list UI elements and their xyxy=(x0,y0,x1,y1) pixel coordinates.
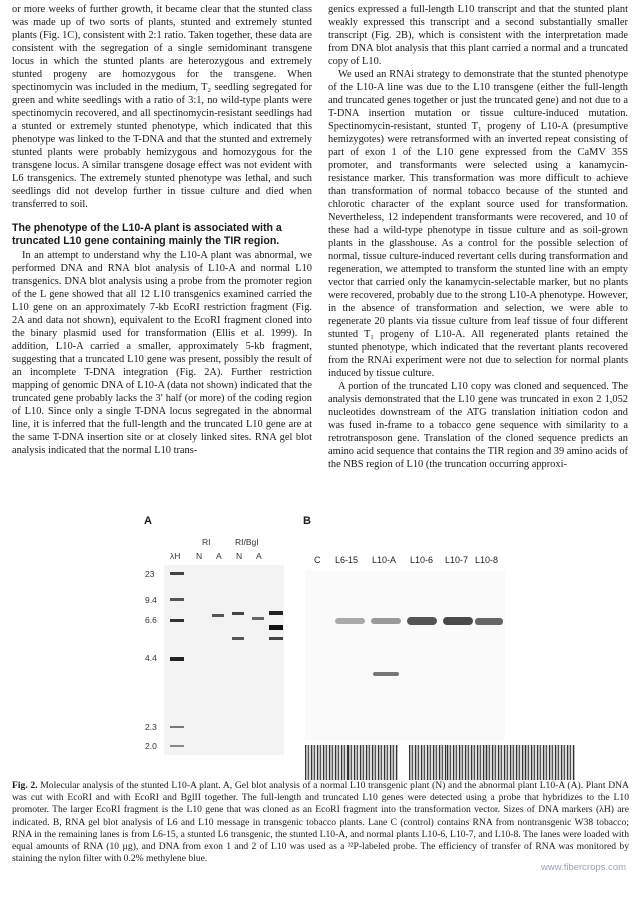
size-marker: 6.6 xyxy=(145,615,157,625)
gel-b-lane-label: L10-6 xyxy=(410,555,434,565)
size-marker: 2.0 xyxy=(145,741,157,751)
caption-label: Fig. 2. xyxy=(12,780,38,791)
gel-a-header: RI xyxy=(202,537,211,547)
size-marker: 23 xyxy=(145,569,155,579)
gel-a-lane-label: N xyxy=(236,551,243,561)
watermark: www.fibercrops.com xyxy=(541,862,626,873)
panel-b-label: B xyxy=(303,515,311,527)
gel-b-blot xyxy=(305,570,505,740)
gel-b-lane-label: L10-8 xyxy=(475,555,499,565)
gel-a-lane-label: A xyxy=(256,551,262,561)
gel-a-lane-label: N xyxy=(196,551,203,561)
gel-b-lane-label: L10-A xyxy=(372,555,397,565)
section-heading: The phenotype of the L10-A plant is associated with a truncated L10 gene containing mainly the TIR region. xyxy=(12,222,282,247)
right-text-column xyxy=(328,3,628,471)
size-marker: 2.3 xyxy=(145,722,157,732)
figure-2 xyxy=(140,515,640,775)
body-paragraph: In an attempt to understand why the L10-A plant was abnormal, we performed DNA and RNA blot analysis of L10-A and normal L10 transgenics. DNA blot analysis using a probe from the promoter region of the L gene showed that all 12 L10 transgenics examined carried the L10 gene on an approximately 7-kb EcoRI restriction fragment (Fig. 2A and data not shown), equivalent to the EcoRI fragment cloned into the binary plasmid used for transformation (Ellis et al. 1999). In addition, L10-A carried a smaller, approximately 5-kb fragment, suggesting that a truncated L10 gene was present, possibly the result of an incomplete T-DNA integration (Fig. 2A). Further restriction mapping of genomic DNA of L10-A (data not shown) indicated that the truncated gene probably lacks the 3′ half (or more) of the coding region of L10. Since only a single T-DNA locus segregated in the abnormal line, it is inferred that the full-length and the truncated L10 gene are at the same T-DNA insertion site or at closely linked sites. RNA gel blot analysis indicated that the normal L10 trans- xyxy=(12,250,312,456)
gel-a-lane-label: λH xyxy=(170,551,181,561)
panel-a-label: A xyxy=(144,515,152,527)
body-paragraph: We used an RNAi strategy to demonstrate that the stunted phenotype of the L10-A line was due to the L10 transgene (either the full-length and truncated genes together or just the truncated gene) and not due to a T-DNA insertion mutation or tissue culture-induced mutation. Spectinomycin-resistant, stunted T₁ progeny of L10-A (presumptive hemizygotes) were retransformed with an inverted repeat consisting of part of exon 1 of the L10 gene expressed from the CaMV 35S promoter, and transformants were selected using a kanamycin-resistance marker. This transformation was more difficult to achieve than transformation of normal tobacco because of the stunted and chlorotic character of the explant source used for transformation. Nevertheless, 12 independent transformants were recovered, and 10 of these had a wild-type phenotype in tissue culture and as soil-grown plants in the glasshouse. As a control for the possible selection of normal, tissue culture-induced revertant cells during transformation and regeneration, we attempted to transform the stunted line with an empty vector that carried only the kanamycin-selectable marker, but no plants were recovered, probably due to the strong L10-A phenotype. However, in the absence of transformation and selection, we were able to regenerate 20 plants via tissue culture from leaf tissue of four different stunted T₁ progeny of L10-A. All regenerated plants retained the stunted phenotype, which indicated that the revertant plants recovered from the RNAi experiment were not due to selection for normal plants induced by tissue culture. xyxy=(328,69,628,379)
figure-caption xyxy=(12,780,629,865)
body-paragraph: A portion of the truncated L10 copy was cloned and sequenced. The analysis demonstrated that the L10 gene was truncated in exon 2 1,052 nucleotides downstream of the ATG translation initiation codon and was fused in-frame to a tobacco gene sequence with similarity to a retrotransposon gene. Translation of the cloned sequence predicts an amino acid sequence that contains the TIR region and 39 amino acids of the NBS region of L10 (the truncation occurring approxi- xyxy=(328,381,628,470)
gel-a-header: RI/BgI xyxy=(235,537,259,547)
body-paragraph: or more weeks of further growth, it became clear that the stunted class was made up of two sorts of plants, stunted and extremely stunted plants (Fig. 1C), consistent with 2:1 ratio. Taken together, these data are consistent with the segregation of a single semidominant transgene locus in which the stunted plants are heterozygous and extremely stunted progeny are homozygous for the transgene. When spectinomycin was included in the medium, T₂ seedling segregated for green and white seedlings with a ratio of 3:1, no wild-type plants were spectinomycin recovered, and all spectinomycin-resistant seedlings had a stunted or extremely stunted phenotype, which indicated that this phenotype was linked to the T-DNA and that the stunted and extremely stunted plants were probably hemizygous and homozygous for the transgene locus. A similar transgene dosage effect was not evident with L6 transgenics. The extremely stunted phenotype was lethal, and such seedlings did not develop further in tissue culture and died when transferred to soil. xyxy=(12,4,312,210)
left-text-column xyxy=(12,3,312,457)
methylene-blue-stain xyxy=(305,745,615,780)
gel-b-lane-label: C xyxy=(314,555,321,565)
gel-b-lane-label: L10-7 xyxy=(445,555,469,565)
size-marker: 9.4 xyxy=(145,595,157,605)
gel-a-lane-label: A xyxy=(216,551,222,561)
body-paragraph: genics expressed a full-length L10 transcript and that the stunted plant weakly expressed this transcript and a second substantially smaller transcript (Fig. 2B), which is consistent with the interpretation made from DNA blot analysis that this plant carried a normal and a truncated copy of L10. xyxy=(328,4,628,67)
gel-a-blot xyxy=(164,565,284,755)
size-marker: 4.4 xyxy=(145,653,157,663)
caption-text: Molecular analysis of the stunted L10-A plant. A, Gel blot analysis of a normal L10 transgenic plant (N) and the abnormal plant L10-A (A). Plant DNA was cut with EcoRI and with EcoRI and BglII together. The full-length and truncated L10 genes were detected using a probe that hybridizes to the L10 promoter. The larger EcoRI fragment is the L10 gene that was cloned as an EcoRI fragment into the transformation vector. Sizes of DNA markers (λH) are indicated. B, RNA gel blot analysis of L6 and L10 message in transgenic tobacco plants. Lane C (control) contains RNA from nontransgenic W38 tobacco; RNA in the remaining lanes is from L6-15, a stunted L6 transgenic, the stunted L10-A, and normal plants L10-6, L10-7, and L10-8. The lanes were loaded with equal amounts of RNA (10 µg), and DNA from exon 1 and 2 of L10 was used as a ³²P-labeled probe. The efficiency of transfer of RNA was monitored by staining the nylon filter with 0.2% methylene blue. xyxy=(12,780,629,865)
gel-b-lane-label: L6-15 xyxy=(335,555,359,565)
